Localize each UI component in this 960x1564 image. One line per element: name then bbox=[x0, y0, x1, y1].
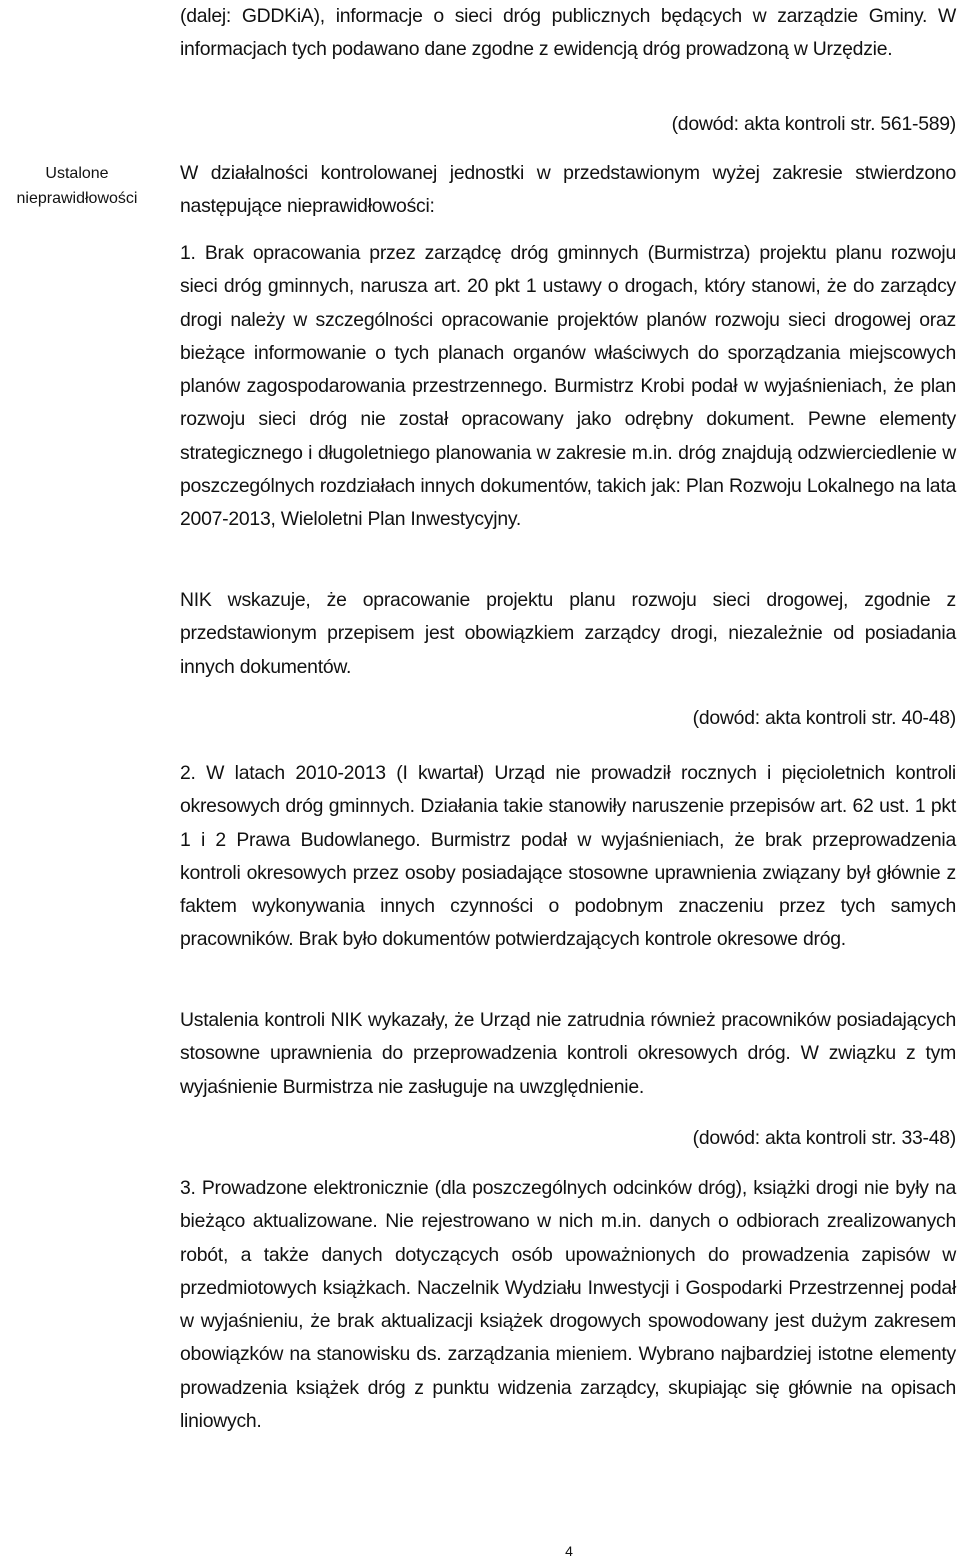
finding-2-proof: (dowód: akta kontroli str. 33-48) bbox=[692, 1127, 956, 1149]
side-heading-line1: Ustalone bbox=[45, 165, 109, 182]
finding-1-proof-block bbox=[180, 702, 956, 735]
page-number: 4 bbox=[565, 1543, 573, 1559]
finding-1-nik-paragraph: NIK wskazuje, że opracowanie projektu planu rozwoju sieci drogowej, zgodnie z przedstawionym przepisem jest obowiązkiem zarządcy drogi, niezależnie od posiadania innych dokumentów. bbox=[180, 589, 956, 678]
intro-proof: (dowód: akta kontroli str. 561-589) bbox=[671, 113, 956, 135]
intro-paragraph: (dalej: GDDKiA), informacje o sieci dróg publicznych będących w zarządzie Gminy. W informacjach tych podawano dane zgodne z ewidencją dróg prowadzoną w Urzędzie. bbox=[180, 5, 956, 61]
finding-2-nik-paragraph: Ustalenia kontroli NIK wykazały, że Urząd nie zatrudnia również pracowników posiadających stosowne uprawnienia do przeprowadzenia kontroli okresowych dróg. W związku z tym wyjaśnienie Burmistrza nie zasługuje na uwzględnienie. bbox=[180, 1009, 956, 1098]
findings-intro-paragraph: W działalności kontrolowanej jednostki w przedstawionym wyżej zakresie stwierdzono następujące nieprawidłowości: bbox=[180, 162, 956, 218]
side-heading-line2: nieprawidłowości bbox=[16, 190, 138, 207]
finding-1-nik-block bbox=[180, 584, 956, 684]
finding-1-paragraph: 1. Brak opracowania przez zarządcę dróg gminnych (Burmistrza) projektu planu rozwoju sieci dróg gminnych, narusza art. 20 pkt 1 ustawy o drogach, który stanowi, że do zarządcy drogi należy w szczególności opracowanie projektów planów rozwoju sieci drogowej oraz bieżące informowanie o tych planach organów właściwych do sporządzania miejscowych planów zagospodarowania przestrzennego. Burmistrz Krobi podał w wyjaśnieniach, że plan rozwoju sieci dróg nie został opracowany jako odrębny dokument. Pewne elementy strategicznego i długoletniego planowania w zakresie m.in. dróg znajdują odzwierciedlenie w poszczególnych rozdziałach innych dokumentów, takich jak: Plan Rozwoju Lokalnego na lata 2007-2013, Wieloletni Plan Inwestycyjny. bbox=[180, 242, 956, 531]
intro-block bbox=[180, 0, 956, 67]
finding-2-nik-block bbox=[180, 1004, 956, 1104]
finding-2-proof-block bbox=[180, 1122, 956, 1155]
intro-proof-block bbox=[180, 108, 956, 141]
findings-intro-block bbox=[180, 157, 956, 224]
finding-2-block bbox=[180, 757, 956, 957]
finding-2-paragraph: 2. W latach 2010-2013 (I kwartał) Urząd nie prowadził rocznych i pięcioletnich kontroli okresowych dróg gminnych. Działania takie stanowiły naruszenie przepisów art. 62 ust. 1 pkt 1 i 2 Prawa Budowlanego. Burmistrz podał w wyjaśnieniach, że brak przeprowadzenia kontroli okresowych przez osoby posiadające stosowne uprawnienia związany był głównie z faktem wykonywania innych czynności o podobnym znaczeniu przez tych samych pracowników. Brak było dokumentów potwierdzających kontrole okresowe dróg. bbox=[180, 762, 956, 951]
finding-3-block bbox=[180, 1172, 956, 1438]
finding-3-paragraph: 3. Prowadzone elektronicznie (dla poszczególnych odcinków dróg), książki drogi nie były na bieżąco aktualizowane. Nie rejestrowano w nich m.in. danych o odbiorach zrealizowanych robót, a także danych dotyczących osób upoważnionych do prowadzenia zapisów w przedmiotowych książkach. Naczelnik Wydziału Inwestycji i Gospodarki Przestrzennej podał w wyjaśnieniu, że brak aktualizacji książek drogowych spowodowany jest dużym zakresem obowiązków na stanowisku ds. zarządzania mieniem. Wybrano najbardziej istotne elementy prowadzenia książek dróg z punktu widzenia zarządcy, skupiając się głównie na opisach liniowych. bbox=[180, 1177, 956, 1433]
finding-1-block bbox=[180, 237, 956, 537]
finding-1-proof: (dowód: akta kontroli str. 40-48) bbox=[692, 707, 956, 729]
findings-side-heading bbox=[0, 161, 154, 211]
